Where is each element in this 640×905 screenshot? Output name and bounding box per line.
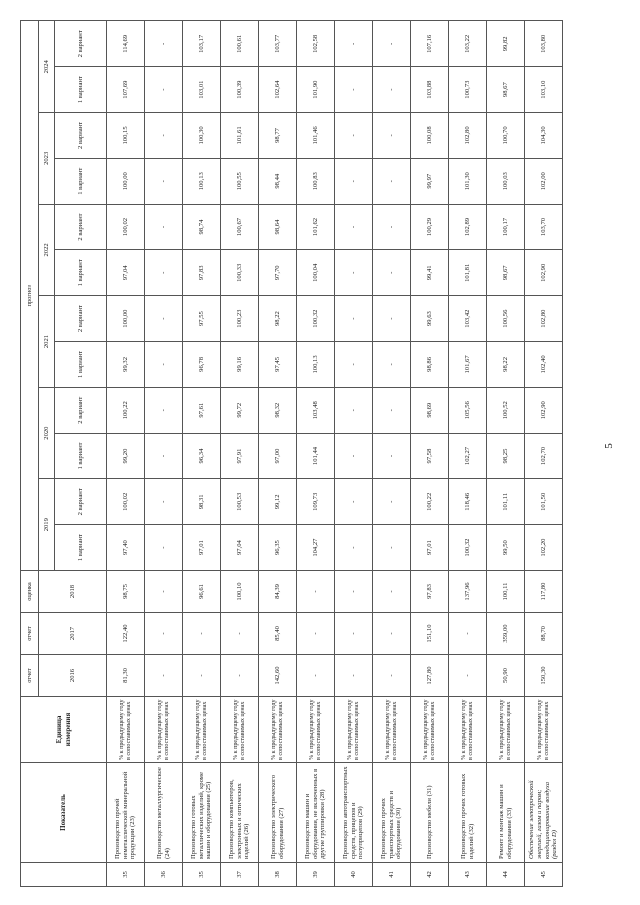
header-variant-2020-1: 1 вариант: [55, 433, 107, 479]
header-unit: Единица измерения: [21, 697, 107, 763]
row-unit: % к предыдущему году в сопоставимых ценах: [107, 697, 145, 763]
forecast-value: 100,52: [487, 387, 525, 433]
forecast-value: 107,69: [107, 67, 145, 113]
forecast-value: 101,90: [297, 67, 335, 113]
forecast-value: 100,02: [107, 479, 145, 525]
table-row: [487, 21, 525, 887]
forecast-value: 100,02: [107, 204, 145, 250]
forecast-table: [20, 20, 563, 887]
row-indicator: Производство мебели (31): [411, 763, 449, 863]
forecast-value: -: [373, 113, 411, 159]
row-indicator: Производство электрического оборудования (27): [259, 763, 297, 863]
forecast-value: 98,64: [259, 204, 297, 250]
header-indicator: Показатель: [21, 763, 107, 863]
row-unit: % к предыдущему году в сопоставимых ценах: [221, 697, 259, 763]
row-number: 36: [145, 863, 183, 887]
forecast-value: 100,13: [183, 158, 221, 204]
row-indicator: Производство машин и оборудования, не включенных в другие группировки (28): [297, 763, 335, 863]
forecast-value: 98,44: [259, 158, 297, 204]
forecast-value: 96,35: [259, 525, 297, 571]
header-year-2020: 2020: [39, 387, 55, 479]
value-2016: 150,30: [525, 655, 563, 697]
row-number: 41: [373, 863, 411, 887]
forecast-value: -: [373, 21, 411, 67]
forecast-value: 100,15: [107, 113, 145, 159]
forecast-value: -: [373, 67, 411, 113]
forecast-value: -: [335, 250, 373, 296]
forecast-value: -: [145, 342, 183, 388]
value-2018: 84,39: [259, 571, 297, 613]
row-unit: % к предыдущему году в сопоставимых ценах: [373, 697, 411, 763]
forecast-value: -: [373, 158, 411, 204]
forecast-value: 103,42: [449, 296, 487, 342]
forecast-value: 104,30: [525, 113, 563, 159]
row-number: 35: [107, 863, 145, 887]
forecast-value: -: [373, 342, 411, 388]
header-variant-2021-2: 2 вариант: [55, 296, 107, 342]
forecast-value: 102,80: [525, 296, 563, 342]
forecast-value: 100,13: [297, 342, 335, 388]
forecast-value: -: [373, 479, 411, 525]
forecast-value: 97,45: [259, 342, 297, 388]
forecast-value: 103,22: [449, 21, 487, 67]
value-2018: 98,75: [107, 571, 145, 613]
forecast-value: 101,44: [297, 433, 335, 479]
forecast-value: 101,11: [487, 479, 525, 525]
forecast-value: 99,72: [221, 387, 259, 433]
forecast-value: 104,27: [297, 525, 335, 571]
forecast-value: 100,55: [221, 158, 259, 204]
forecast-value: 101,30: [449, 158, 487, 204]
header-year-2019: 2019: [39, 479, 55, 571]
header-variant-2021-1: 1 вариант: [55, 342, 107, 388]
row-number: 43: [449, 863, 487, 887]
value-2017: 359,00: [487, 613, 525, 655]
forecast-value: 100,03: [487, 158, 525, 204]
value-2017: 88,70: [525, 613, 563, 655]
forecast-value: -: [335, 67, 373, 113]
header-variant-2023-1: 1 вариант: [55, 158, 107, 204]
header-variant-2020-2: 2 вариант: [55, 387, 107, 433]
header-year-2022: 2022: [39, 204, 55, 296]
forecast-value: 97,61: [183, 387, 221, 433]
forecast-value: -: [145, 250, 183, 296]
value-2016: 50,90: [487, 655, 525, 697]
forecast-value: 100,61: [221, 21, 259, 67]
value-2018: 137,96: [449, 571, 487, 613]
table-row: [335, 21, 373, 887]
forecast-value: 100,39: [221, 67, 259, 113]
forecast-value: 101,50: [525, 479, 563, 525]
value-2016: -: [449, 655, 487, 697]
forecast-value: 103,70: [525, 204, 563, 250]
forecast-value: 101,62: [297, 204, 335, 250]
forecast-value: 97,58: [411, 433, 449, 479]
forecast-value: 100,23: [221, 296, 259, 342]
header-year-2016: 2016: [39, 655, 107, 697]
header-year-2021: 2021: [39, 296, 55, 388]
forecast-value: 99,16: [221, 342, 259, 388]
forecast-value: 102,80: [449, 113, 487, 159]
forecast-value: -: [145, 21, 183, 67]
forecast-value: -: [335, 204, 373, 250]
forecast-value: 103,77: [259, 21, 297, 67]
forecast-value: 102,70: [525, 433, 563, 479]
forecast-value: -: [335, 296, 373, 342]
value-2017: -: [183, 613, 221, 655]
forecast-value: 102,20: [525, 525, 563, 571]
value-2018: 100,11: [487, 571, 525, 613]
forecast-value: -: [145, 204, 183, 250]
row-indicator: Обеспечение электрической энергией, газом и паром; кондиционирование воздуха (раздел D): [525, 763, 563, 863]
forecast-value: 98,77: [259, 113, 297, 159]
value-2018: -: [335, 571, 373, 613]
row-unit: % к предыдущему году в сопоставимых ценах: [297, 697, 335, 763]
forecast-value: 98,67: [487, 67, 525, 113]
header-variant-2019-1: 1 вариант: [55, 525, 107, 571]
forecast-value: -: [335, 113, 373, 159]
forecast-value: 99,97: [411, 158, 449, 204]
forecast-value: 98,74: [183, 204, 221, 250]
forecast-value: 98,67: [487, 250, 525, 296]
forecast-value: 100,73: [449, 67, 487, 113]
value-2017: -: [221, 613, 259, 655]
forecast-value: 102,64: [259, 67, 297, 113]
forecast-value: 101,61: [221, 113, 259, 159]
header-variant-2022-1: 1 вариант: [55, 250, 107, 296]
header-year-2024: 2024: [39, 21, 55, 113]
forecast-value: 102,90: [525, 387, 563, 433]
value-2018: -: [297, 571, 335, 613]
forecast-value: 100,22: [411, 479, 449, 525]
forecast-value: 103,88: [411, 67, 449, 113]
value-2018: 100,10: [221, 571, 259, 613]
forecast-value: 99,50: [487, 525, 525, 571]
forecast-value: -: [335, 387, 373, 433]
value-2017: -: [297, 613, 335, 655]
row-indicator: Производство компьютеров, электронных и оптических изделий (26): [221, 763, 259, 863]
forecast-value: 102,40: [525, 342, 563, 388]
forecast-value: 100,33: [221, 250, 259, 296]
forecast-value: -: [145, 113, 183, 159]
header-forecast: прогноз: [21, 21, 39, 571]
value-2016: 142,60: [259, 655, 297, 697]
value-2017: -: [449, 613, 487, 655]
row-unit: % к предыдущему году в сопоставимых ценах: [411, 697, 449, 763]
forecast-value: 118,46: [449, 479, 487, 525]
header-variant-2022-2: 2 вариант: [55, 204, 107, 250]
value-2018: 96,61: [183, 571, 221, 613]
forecast-value: 100,32: [449, 525, 487, 571]
forecast-value: 100,30: [183, 113, 221, 159]
forecast-value: -: [373, 204, 411, 250]
table-row: [525, 21, 563, 887]
row-indicator: Производство автотранспортных средств, прицепов и полуприцепов (29): [335, 763, 373, 863]
table-row: [145, 21, 183, 887]
rotated-table-container: [20, 21, 616, 887]
header-variant-2019-2: 2 вариант: [55, 479, 107, 525]
header-estimate: оценка: [21, 571, 39, 613]
row-number: 40: [335, 863, 373, 887]
forecast-value: -: [373, 525, 411, 571]
forecast-value: 97,55: [183, 296, 221, 342]
forecast-value: 97,04: [221, 525, 259, 571]
forecast-value: 99,32: [107, 342, 145, 388]
value-2016: -: [297, 655, 335, 697]
forecast-value: 103,48: [297, 387, 335, 433]
forecast-value: 98,32: [259, 387, 297, 433]
forecast-value: 100,04: [297, 250, 335, 296]
row-number: 44: [487, 863, 525, 887]
forecast-value: -: [145, 525, 183, 571]
forecast-value: 100,70: [487, 113, 525, 159]
row-unit: % к предыдущему году в сопоставимых ценах: [449, 697, 487, 763]
value-2016: 81,30: [107, 655, 145, 697]
row-unit: % к предыдущему году в сопоставимых ценах: [259, 697, 297, 763]
value-2017: 151,10: [411, 613, 449, 655]
header-variant-2024-2: 2 вариант: [55, 21, 107, 67]
forecast-value: 98,22: [487, 342, 525, 388]
forecast-value: 97,40: [107, 525, 145, 571]
header-variant-2024-1: 1 вариант: [55, 67, 107, 113]
header-year-2023: 2023: [39, 113, 55, 205]
forecast-value: 102,90: [525, 250, 563, 296]
value-2018: 97,83: [411, 571, 449, 613]
header-number-cell: [21, 863, 107, 887]
header-year-2018: 2018: [39, 571, 107, 613]
forecast-value: -: [335, 479, 373, 525]
forecast-value: 103,17: [183, 21, 221, 67]
forecast-value: -: [335, 433, 373, 479]
row-number: 37: [221, 863, 259, 887]
forecast-value: 96,78: [183, 342, 221, 388]
value-2016: -: [373, 655, 411, 697]
row-unit: % к предыдущему году в сопоставимых ценах: [525, 697, 563, 763]
row-unit: % к предыдущему году в сопоставимых ценах: [145, 697, 183, 763]
header-variant-2023-2: 2 вариант: [55, 113, 107, 159]
forecast-value: -: [145, 67, 183, 113]
forecast-value: 102,00: [525, 158, 563, 204]
forecast-value: 99,41: [411, 250, 449, 296]
page-number: 5: [602, 443, 615, 449]
value-2018: -: [145, 571, 183, 613]
table-row: [221, 21, 259, 887]
header-report-2017: отчет: [21, 613, 39, 655]
forecast-value: 99,82: [487, 21, 525, 67]
forecast-value: 100,00: [107, 158, 145, 204]
forecast-value: 103,10: [525, 67, 563, 113]
forecast-value: -: [335, 525, 373, 571]
forecast-value: -: [373, 387, 411, 433]
forecast-value: 98,25: [487, 433, 525, 479]
forecast-value: 103,80: [525, 21, 563, 67]
table-row: [297, 21, 335, 887]
forecast-value: 114,69: [107, 21, 145, 67]
forecast-value: 100,32: [297, 296, 335, 342]
header-report-2016: отчет: [21, 655, 39, 697]
row-indicator: Ремонт и монтаж машин и оборудования (33): [487, 763, 525, 863]
forecast-value: -: [335, 158, 373, 204]
value-2018: 117,80: [525, 571, 563, 613]
table-row: [449, 21, 487, 887]
forecast-value: 99,20: [107, 433, 145, 479]
row-indicator: Производство металлургическое (24): [145, 763, 183, 863]
forecast-value: -: [335, 342, 373, 388]
header-year-2017: 2017: [39, 613, 107, 655]
value-2016: -: [183, 655, 221, 697]
forecast-value: 100,29: [411, 204, 449, 250]
forecast-value: -: [145, 158, 183, 204]
forecast-value: 101,46: [297, 113, 335, 159]
value-2017: -: [145, 613, 183, 655]
forecast-value: 109,73: [297, 479, 335, 525]
forecast-value: -: [145, 387, 183, 433]
forecast-value: 102,27: [449, 433, 487, 479]
forecast-value: 101,67: [449, 342, 487, 388]
forecast-value: 102,89: [449, 204, 487, 250]
forecast-value: -: [373, 250, 411, 296]
row-unit: % к предыдущему году в сопоставимых ценах: [487, 697, 525, 763]
forecast-value: -: [335, 21, 373, 67]
forecast-value: 105,56: [449, 387, 487, 433]
value-2016: -: [221, 655, 259, 697]
forecast-value: 100,53: [221, 479, 259, 525]
forecast-value: -: [145, 479, 183, 525]
value-2017: 122,40: [107, 613, 145, 655]
row-indicator: Производство прочих готовых изделий (32): [449, 763, 487, 863]
value-2016: 127,80: [411, 655, 449, 697]
forecast-value: 100,17: [487, 204, 525, 250]
forecast-value: 100,83: [297, 158, 335, 204]
forecast-value: 97,70: [259, 250, 297, 296]
table-row: [411, 21, 449, 887]
row-unit: % к предыдущему году в сопоставимых ценах: [183, 697, 221, 763]
row-number: 45: [525, 863, 563, 887]
value-2018: -: [373, 571, 411, 613]
table-row: [373, 21, 411, 887]
row-number: 38: [259, 863, 297, 887]
row-indicator: Производство прочей неметаллической минеральной продукции (23): [107, 763, 145, 863]
forecast-value: -: [373, 296, 411, 342]
forecast-value: 102,58: [297, 21, 335, 67]
forecast-value: 100,00: [107, 296, 145, 342]
forecast-value: 98,31: [183, 479, 221, 525]
forecast-value: 99,63: [411, 296, 449, 342]
value-2017: -: [373, 613, 411, 655]
value-2016: -: [145, 655, 183, 697]
forecast-value: 97,01: [183, 525, 221, 571]
forecast-value: 100,67: [221, 204, 259, 250]
forecast-value: -: [373, 433, 411, 479]
forecast-value: 100,08: [411, 113, 449, 159]
row-number: 42: [411, 863, 449, 887]
forecast-value: 100,22: [107, 387, 145, 433]
forecast-value: -: [145, 296, 183, 342]
forecast-value: 97,91: [221, 433, 259, 479]
row-indicator: Производство готовых металлических изделий, кроме машин и оборудования (25): [183, 763, 221, 863]
value-2017: -: [335, 613, 373, 655]
forecast-value: 98,69: [411, 387, 449, 433]
forecast-value: 103,01: [183, 67, 221, 113]
row-number: 39: [297, 863, 335, 887]
row-indicator: Производство прочих транспортных средств и оборудования (30): [373, 763, 411, 863]
forecast-value: 97,04: [107, 250, 145, 296]
forecast-value: 97,83: [183, 250, 221, 296]
forecast-value: 107,16: [411, 21, 449, 67]
forecast-value: 98,86: [411, 342, 449, 388]
forecast-value: 97,00: [259, 433, 297, 479]
forecast-value: 97,01: [411, 525, 449, 571]
forecast-value: 98,22: [259, 296, 297, 342]
row-number: 35: [183, 863, 221, 887]
table-row: [107, 21, 145, 887]
forecast-value: 99,12: [259, 479, 297, 525]
value-2016: -: [335, 655, 373, 697]
value-2017: 85,40: [259, 613, 297, 655]
forecast-value: 100,56: [487, 296, 525, 342]
forecast-value: -: [145, 433, 183, 479]
row-unit: % к предыдущему году в сопоставимых ценах: [335, 697, 373, 763]
forecast-value: 101,81: [449, 250, 487, 296]
table-row: [183, 21, 221, 887]
forecast-value: 96,34: [183, 433, 221, 479]
table-row: [259, 21, 297, 887]
